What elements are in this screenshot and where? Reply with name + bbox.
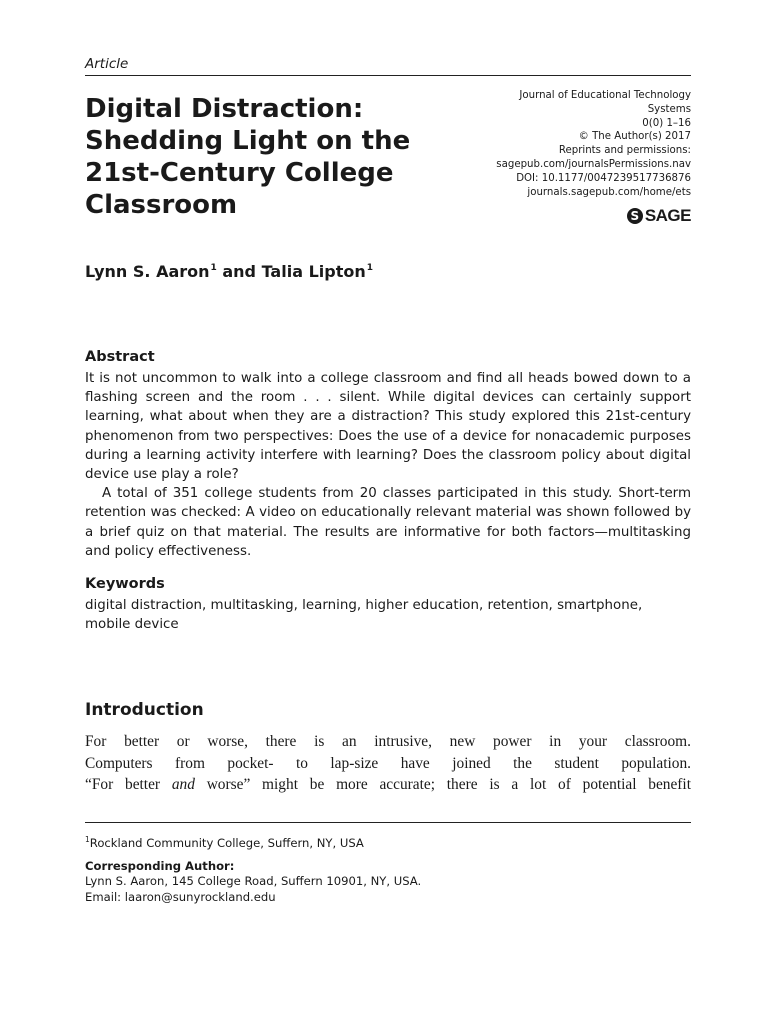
permissions-link[interactable]: sagepub.com/journalsPermissions.nav bbox=[496, 158, 691, 170]
keywords-text: digital distraction, multitasking, learning, higher education, retention, smartphone, mobile device bbox=[85, 598, 643, 633]
introduction-line-3 bbox=[85, 774, 691, 796]
journal-metadata bbox=[451, 89, 691, 199]
title-line-1: Digital Distraction: bbox=[85, 94, 364, 124]
affiliation-marker: 1 bbox=[85, 835, 90, 844]
introduction-emphasis: and bbox=[171, 776, 195, 793]
sage-logo bbox=[627, 206, 691, 226]
journal-reprints: Reprints and permissions: bbox=[558, 145, 691, 157]
article-type-label: Article bbox=[85, 56, 129, 72]
journal-copyright: © The Author(s) 2017 bbox=[578, 131, 691, 143]
introduction-text bbox=[85, 731, 691, 796]
abstract-paragraph-1: It is not uncommon to walk into a college classroom and find all heads bowed down to a flashing screen and the room . . . silent. While digital devices can certainly support learning, what about when they are a distraction? This study explored this 21st-century phenomenon from two perspectives: Does the use of a device for nonacademic purposes during a learning activity interfere with learning? Does the classroom policy about digital device use play a role? bbox=[85, 371, 691, 483]
abstract-paragraph-2: A total of 351 college students from 20 classes participated in this study. Short-term retention was checked: A video on educationally relevant material was shown followed by a brief quiz on that material. The results are informative for both factors—multitasking and policy effectiveness. bbox=[85, 486, 691, 559]
corresponding-author-address: Lynn S. Aaron, 145 College Road, Suffern 10901, NY, USA. bbox=[85, 874, 422, 888]
article-title bbox=[85, 93, 485, 221]
footnote-divider bbox=[85, 822, 691, 823]
title-line-4: Classroom bbox=[85, 190, 238, 220]
affiliation-footnote bbox=[85, 832, 691, 852]
abstract-text bbox=[85, 369, 691, 561]
author-conjunction: and bbox=[222, 262, 256, 281]
journal-name-line-2: Systems bbox=[647, 103, 691, 115]
author-list bbox=[85, 262, 373, 281]
journal-name-line-1: Journal of Educational Technology bbox=[519, 90, 691, 101]
corresponding-author-email[interactable]: Email: laaron@sunyrockland.edu bbox=[85, 889, 276, 904]
journal-doi[interactable]: DOI: 10.1177/0047239517736876 bbox=[516, 172, 691, 184]
affiliation-text: Rockland Community College, Suffern, NY, USA bbox=[89, 836, 364, 850]
journal-home-link[interactable]: journals.sagepub.com/home/ets bbox=[527, 186, 691, 198]
introduction-line-3-start: “For better bbox=[85, 776, 172, 793]
introduction-heading: Introduction bbox=[85, 700, 204, 720]
sage-logo-text: SAGE bbox=[644, 206, 691, 225]
corresponding-author-label: Corresponding Author: bbox=[85, 858, 235, 873]
author-name: Talia Lipton bbox=[261, 262, 366, 281]
introduction-line-2: Computers from pocket- to lap-size have joined the student population. bbox=[85, 754, 691, 772]
introduction-line-1: For better or worse, there is an intrusive, new power in your classroom. bbox=[85, 733, 691, 750]
sage-logo-icon: S bbox=[627, 208, 643, 224]
journal-issue: 0(0) 1–16 bbox=[642, 117, 691, 129]
abstract-heading: Abstract bbox=[85, 349, 155, 365]
author-affiliation-marker: 1 bbox=[210, 263, 217, 273]
header-divider bbox=[85, 75, 691, 76]
author-name: Lynn S. Aaron bbox=[85, 262, 210, 281]
title-line-3: 21st-Century College bbox=[85, 158, 394, 188]
footnotes bbox=[85, 832, 691, 905]
keywords-heading: Keywords bbox=[85, 576, 165, 592]
introduction-line-3-end: worse” might be more accurate; there is a lot of potential benefit bbox=[194, 776, 691, 793]
title-line-2: Shedding Light on the bbox=[85, 126, 411, 156]
author-affiliation-marker: 1 bbox=[366, 263, 373, 273]
